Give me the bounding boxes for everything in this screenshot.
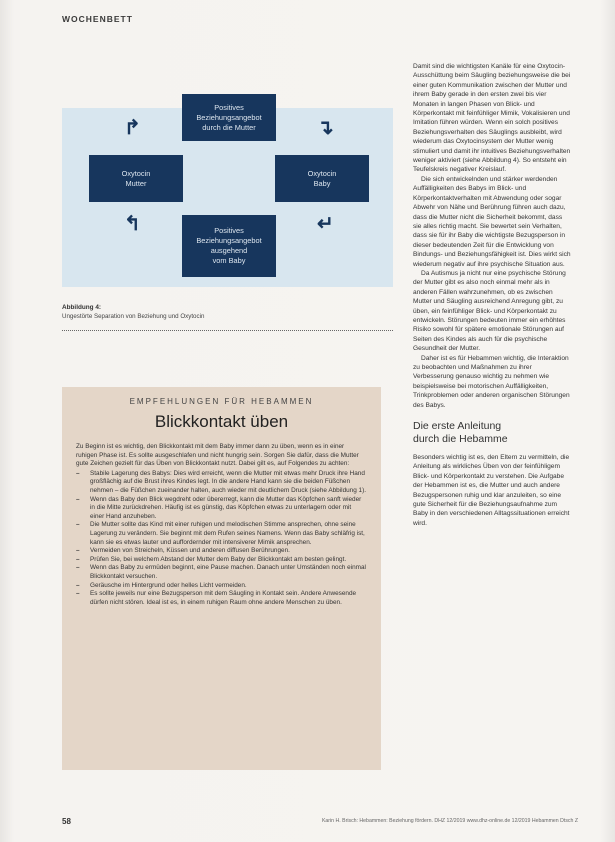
section-header: WOCHENBETT	[62, 14, 133, 24]
list-item: – Vermeiden von Streicheln, Küssen und anderen diffusen Berührungen.	[76, 547, 367, 556]
box-list	[76, 470, 367, 608]
paragraph: Da Autismus ja nicht nur eine psychische Störung der Mutter gibt es also noch einmal mehr als in anderen Fällen wahrzunehmen, ob es zwischen Mutter und Säugling ausreichend Anregung gibt, zu üben, ein feinfühliger Blick- und Körperkontakt zu entwickeln. Störungen bedeuten immer ein erhöhtes Risiko sowohl für spätere emotionale Störungen auf Seiten des Kindes als auch für die psychische Gesundheit der Mutter.	[413, 269, 566, 353]
arrow-top-left-icon: ↱	[124, 117, 141, 139]
arrow-top-right-icon: ↴	[317, 117, 334, 139]
box-kicker: EMPFEHLUNGEN FÜR HEBAMMEN	[129, 397, 314, 406]
paragraph: Daher ist es für Hebammen wichtig, die Interaktion zu beobachten und Maßnahmen zu ihrer Verbesserung genauso wichtig zu nehmen wie beispielsweise bei motorischen Auffälligkeiten, Trinkproblemen oder anderen organischen Störungen des Babys.	[413, 354, 570, 409]
section-heading: Die erste Anleitung durch die Hebamme	[413, 420, 508, 445]
paragraph: Die sich entwickelnden und stärker werdenden Auffälligkeiten des Babys im Blick- und Körperkontaktverhalten mit Abwendung oder sogar Abwehr von Nähe und Berührung führen auch dazu, dass die Mutter nicht die Sicherheit bekommt, dass sie alles richtig macht. Sie bewertet sein Verhalten, dass sie für ihr Baby die wichtigste Bezugsperson in dieser bedeutenden Zeit für die Entwicklung von Bindungs- und Beziehungsfähigkeit ist. Dies wirkt sich wiederum negativ auf ihre psychische Situation aus.	[413, 175, 571, 268]
arrow-bottom-left-icon: ↰	[124, 213, 141, 235]
figure-caption: Ungestörte Separation von Beziehung und Oxytocin	[62, 313, 205, 320]
list-item: – Es sollte jeweils nur eine Bezugsperson mit dem Säugling in Kontakt sein. Andere Anwesende dürfen nicht stören. Ideal ist es, in einem ruhigen Raum ohne andere Menschen zu üben.	[76, 590, 367, 607]
figure-label: Abbildung 4:	[62, 304, 102, 311]
diagram-box-right	[275, 155, 369, 202]
oxytocin-cycle-diagram	[62, 102, 393, 287]
right-column	[413, 62, 571, 528]
list-item: – Prüfen Sie, bei welchem Abstand der Mutter dem Baby der Blickkontakt am besten gelingt.	[76, 556, 367, 565]
arrow-bottom-right-icon: ↵	[317, 213, 334, 235]
footer-citation: Karin H. Brisch: Hebammen: Beziehung fördern. DHZ 12/2019 www.dhz-online.de 12/2019 Hebammen Dtsch Z	[321, 818, 578, 824]
diagram-box-left	[89, 155, 183, 202]
recommendation-box	[62, 387, 381, 770]
box-title: Blickkontakt üben	[154, 412, 289, 431]
list-item: – Die Mutter sollte das Kind mit einer ruhigen und melodischen Stimme ansprechen, ohne seine Lagerung zu verändern. Sie beginnt mit dem Rufen seines Namens. Wenn das Baby schläfrig ist, kann sie es etwas lauter und auffordernder mit intensiverer Mimik ansprechen.	[76, 521, 367, 547]
diagram-box-top	[182, 94, 276, 141]
diagram-box-bottom-label: Positives Beziehungsangebot ausgehend vom Baby	[196, 226, 262, 265]
list-item: – Wenn das Baby zu ermüden beginnt, eine Pause machen. Danach unter Umständen noch einmal Blickkontakt versuchen.	[76, 564, 367, 581]
diagram-box-bottom	[182, 215, 276, 277]
diagram-box-right-label: Oxytocin Baby	[307, 168, 337, 188]
paragraph: Damit sind die wichtigsten Kanäle für eine Oxytocin-Ausschüttung beim Säugling beziehungsweise die bei einer guten Kommunikation zwischen der Mutter und ihrem Baby gerade in den ersten zwei bis vier Monaten in langen Phasen von Blick- und Körperkontakt mit feinfühliger Mimik, Vokalisieren und Imitation führen würden. Wenn ein solch positives Beziehungsverhalten des Säuglings ausbleibt, wird wiederum das Oxytocinsystem der Mutter wenig stimuliert und damit ihr intuitives Beziehungsverhalten weniger aktiviert (siehe Abbildung 4). So entsteht ein Teufelskreis negativer Kreislauf.	[413, 63, 571, 174]
list-item: – Wenn das Baby den Blick wegdreht oder übererregt, kann die Mutter das Köpfchen sanft wieder in die Mitte zurückdrehen. Häufig ist es günstig, das Köpfchen etwas zu unterlagern oder mit einer Hand anzuheben.	[76, 496, 367, 522]
list-item: – Stabile Lagerung des Babys: Dies wird erreicht, wenn die Mutter mit etwas mehr Druck ihre Hand großflächig auf die Brust ihres Kindes legt. In die andere Hand kann sie die beiden Füßchen nehmen – die Füßchen zueinander halten, auch wieder mit deutlichem Druck (siehe Abbildung 1).	[76, 470, 367, 496]
paragraph: Besonders wichtig ist es, den Eltern zu vermitteln, die Anleitung als wirkliches Üben von der feinfühligem Blick- und Körperkontakt zu verstehen. Die Aufgabe der Hebammen ist es, die Mutter und auch andere Bezugspersonen ruhig und klar anzuleiten, so eine gute Sicherheit für die Beziehungsaufnahme zum Baby in den verschiedenen Alltagssituationen erreicht wird.	[413, 454, 570, 527]
box-intro: Zu Beginn ist es wichtig, den Blickkontakt mit dem Baby immer dann zu üben, wenn es in einer ruhigen Phase ist. Es sollte ausgeschlafen und nicht hungrig sein. Sorgen Sie dafür, dass die Mutter gute Zeichen gezielt für das Üben von Blickkontakt nutzt. Dabei gilt es, auf Folgendes zu achten:	[76, 443, 359, 468]
caption-divider	[62, 330, 393, 331]
diagram-box-left-label: Oxytocin Mutter	[121, 168, 151, 188]
list-item: – Geräusche im Hintergrund oder helles Licht vermeiden.	[76, 582, 367, 591]
diagram-box-top-label: Positives Beziehungsangebot durch die Mutter	[196, 102, 262, 132]
page-number: 58	[62, 817, 71, 826]
